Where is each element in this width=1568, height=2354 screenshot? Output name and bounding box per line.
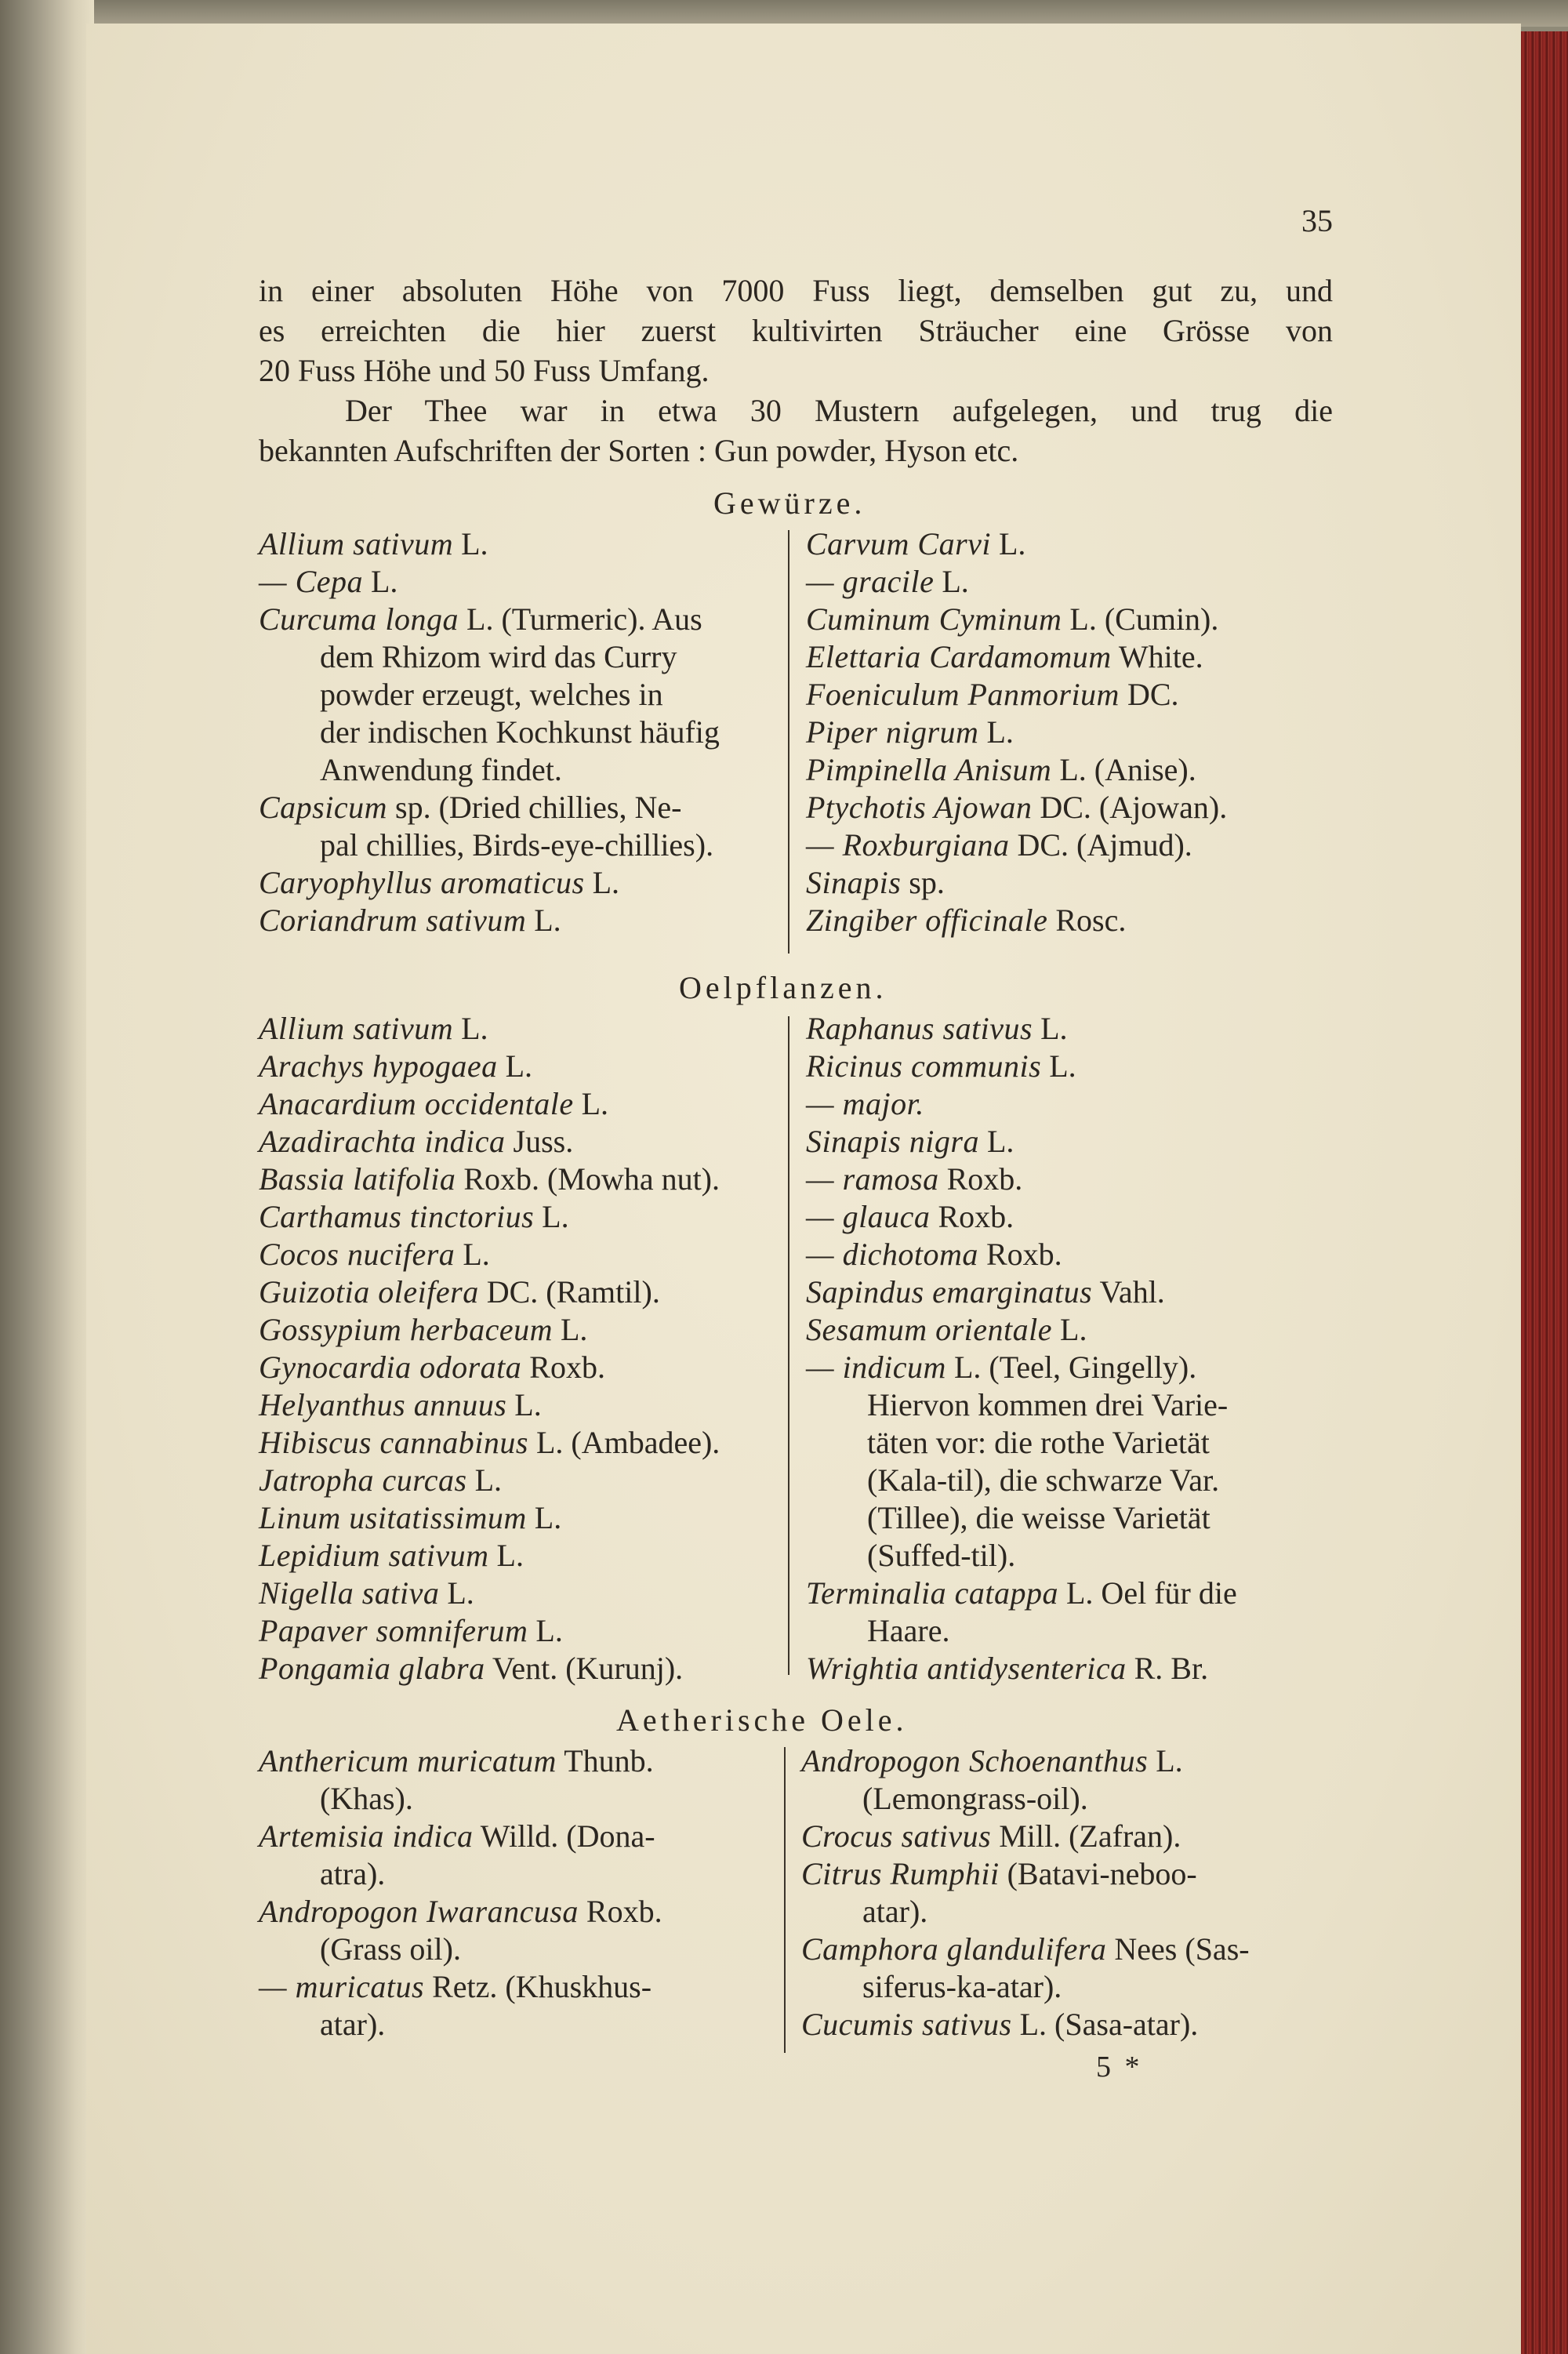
species-name: Terminalia catappa [806, 1575, 1058, 1611]
entry-detail: Willd. (Dona- [473, 1818, 655, 1854]
entry-detail: sp. (Dried chillies, Ne- [387, 790, 682, 825]
entry-detail: DC. (Ramtil). [478, 1274, 660, 1310]
species-name: Linum usitatissimum [259, 1500, 527, 1535]
species-name: Crocus sativus [801, 1818, 992, 1854]
plant-entry [801, 2006, 1342, 2043]
entry-detail: L. [534, 1199, 569, 1234]
entry-detail: L. (Teel, Gingelly). [946, 1350, 1197, 1385]
plant-entry [259, 1499, 792, 1537]
plant-entry [806, 826, 1339, 864]
species-name: Bassia latifolia [259, 1161, 456, 1197]
plant-entry [801, 1855, 1342, 1893]
plant-entry [259, 1048, 792, 1085]
entry-detail: (Tillee), die weisse Varietät [867, 1500, 1210, 1535]
species-name: Ricinus communis [806, 1048, 1042, 1084]
plant-entry [806, 1612, 1339, 1650]
book-gutter [0, 0, 94, 2354]
species-name: Papaver somniferum [259, 1613, 528, 1648]
species-name: Pimpinella Anisum [806, 752, 1052, 787]
plant-entry [806, 676, 1339, 714]
entry-detail: L. [978, 714, 1014, 750]
entry-detail: L. [553, 1312, 588, 1347]
plant-entry [259, 563, 776, 601]
intro-paragraph-1 [259, 271, 1333, 391]
entry-detail: L. [1052, 1312, 1087, 1347]
species-name: Artemisia indica [259, 1818, 474, 1854]
entry-detail: L. [584, 865, 619, 900]
plant-entry [806, 1537, 1339, 1575]
species-name: Pongamia glabra [259, 1651, 485, 1686]
plant-entry [259, 1893, 792, 1931]
oelpflanzen-left-column [259, 1010, 792, 1687]
species-name: — gracile [806, 564, 935, 599]
entry-detail: L. [528, 1613, 563, 1648]
plant-entry [259, 638, 776, 676]
species-name: Allium sativum [259, 526, 454, 561]
plant-entry [806, 1273, 1339, 1311]
plant-entry [259, 864, 776, 902]
species-name: Piper nigrum [806, 714, 979, 750]
plant-entry [801, 1893, 1342, 1931]
species-name: Gossypium herbaceum [259, 1312, 553, 1347]
plant-entry [259, 1424, 792, 1462]
species-name: Raphanus sativus [806, 1011, 1033, 1046]
entry-detail: siferus-ka-atar). [862, 1969, 1062, 2004]
entry-detail: Anwendung findet. [320, 752, 562, 787]
text-line: es erreichten die hier zuerst kultivirten Sträucher eine Grösse von [259, 313, 1333, 348]
plant-entry [259, 751, 776, 789]
species-name: Hibiscus cannabinus [259, 1425, 528, 1460]
column-divider [788, 1016, 789, 1675]
entry-detail: täten vor: die rothe Varietät [867, 1425, 1210, 1460]
entry-detail: DC. [1119, 677, 1179, 712]
section-heading-gewuerze: Gewürze. [713, 485, 866, 521]
plant-entry [806, 1198, 1339, 1236]
plant-entry [259, 1462, 792, 1499]
plant-entry [806, 1349, 1339, 1386]
species-name: Guizotia oleifera [259, 1274, 479, 1310]
plant-entry [801, 1968, 1342, 2006]
entry-detail: der indischen Kochkunst häufig [320, 714, 720, 750]
aetherische-oele-right-column [801, 1742, 1342, 2043]
plant-entry [801, 1780, 1342, 1818]
plant-entry [806, 1462, 1339, 1499]
entry-detail: L. (Ambadee). [528, 1425, 720, 1460]
species-name: — dichotoma [806, 1237, 978, 1272]
species-name: — indicum [806, 1350, 946, 1385]
species-name: — muricatus [259, 1969, 425, 2004]
book-binding-top [0, 0, 1568, 27]
entry-detail: (Grass oil). [320, 1931, 461, 1967]
plant-entry [259, 714, 776, 751]
entry-detail: Roxb. [930, 1199, 1014, 1234]
plant-entry [801, 1818, 1342, 1855]
species-name: Jatropha curcas [259, 1462, 467, 1498]
species-name: Sesamum orientale [806, 1312, 1053, 1347]
entry-detail: Vent. (Kurunj). [485, 1651, 684, 1686]
plant-entry [259, 1742, 792, 1780]
plant-entry [259, 1010, 792, 1048]
entry-detail: L. [526, 903, 561, 938]
page-number: 35 [1301, 203, 1333, 238]
entry-detail: Rosc. [1047, 903, 1127, 938]
plant-entry [259, 601, 776, 638]
plant-entry [259, 1650, 792, 1687]
column-divider [784, 1747, 786, 2053]
entry-detail: L. [1033, 1011, 1068, 1046]
entry-detail: Thunb. [556, 1743, 654, 1778]
entry-detail: L. (Turmeric). Aus [459, 601, 702, 637]
entry-detail: L. [1148, 1743, 1183, 1778]
entry-detail: Juss. [505, 1124, 574, 1159]
species-name: — glauca [806, 1199, 931, 1234]
species-name: — ramosa [806, 1161, 939, 1197]
species-name: Ptychotis Ajowan [806, 790, 1033, 825]
entry-detail: Roxb. [938, 1161, 1023, 1197]
plant-entry [259, 826, 776, 864]
plant-entry [806, 1499, 1339, 1537]
species-name: Andropogon Iwarancusa [259, 1894, 579, 1929]
entry-detail: Roxb. [978, 1237, 1062, 1272]
species-name: Carvum Carvi [806, 526, 991, 561]
entry-detail: L. [526, 1500, 562, 1535]
species-name: Anacardium occidentale [259, 1086, 574, 1121]
plant-entry [259, 1085, 792, 1123]
entry-detail: L. [506, 1387, 542, 1422]
entry-detail: R. Br. [1126, 1651, 1209, 1686]
entry-detail: DC. (Ajmud). [1009, 827, 1192, 863]
plant-entry [806, 1010, 1339, 1048]
entry-detail: Nees (Sas- [1106, 1931, 1250, 1967]
entry-detail: Hiervon kommen drei Varie- [867, 1387, 1229, 1422]
plant-entry [806, 1123, 1339, 1161]
entry-detail: DC. (Ajowan). [1032, 790, 1228, 825]
plant-entry [259, 902, 776, 939]
species-name: Azadirachta indica [259, 1124, 506, 1159]
text-line: in einer absoluten Höhe von 7000 Fuss liegt, demselben gut zu, und [259, 273, 1333, 308]
species-name: Cucumis sativus [801, 2007, 1012, 2042]
species-name: — Roxburgiana [806, 827, 1010, 863]
text-line: 20 Fuss Höhe und 50 Fuss Umfang. [259, 353, 710, 388]
entry-detail: L. [466, 1462, 503, 1498]
plant-entry [259, 1780, 792, 1818]
entry-detail: L. [488, 1538, 524, 1573]
species-name: Allium sativum [259, 1011, 454, 1046]
plant-entry [259, 1349, 792, 1386]
species-name: Wrightia antidysenterica [806, 1651, 1127, 1686]
species-name: Capsicum [259, 790, 387, 825]
species-name: Coriandrum sativum [259, 903, 527, 938]
entry-detail: (Lemongrass-oil). [862, 1781, 1088, 1816]
entry-detail: (Kala-til), die schwarze Var. [867, 1462, 1220, 1498]
entry-detail: L. [573, 1086, 609, 1121]
plant-entry [806, 638, 1339, 676]
text-line: Der Thee war in etwa 30 Mustern aufgelegen, und trug die [345, 393, 1333, 428]
plant-entry [259, 1386, 792, 1424]
entry-detail: (Batavi-neboo- [999, 1856, 1197, 1891]
plant-entry [806, 563, 1339, 601]
aetherische-oele-left-column [259, 1742, 792, 2043]
species-name: Gynocardia odorata [259, 1350, 522, 1385]
entry-detail: L. [455, 1237, 490, 1272]
species-name: Anthericum muricatum [259, 1743, 557, 1778]
species-name: Cocos nucifera [259, 1237, 456, 1272]
species-name: Arachys hypogaea [259, 1048, 498, 1084]
entry-detail: atra). [320, 1856, 386, 1891]
plant-entry [259, 1818, 792, 1855]
plant-entry [259, 1273, 792, 1311]
entry-detail: Retz. (Khuskhus- [424, 1969, 652, 2004]
plant-entry [806, 1575, 1339, 1612]
entry-detail: L. [453, 526, 488, 561]
entry-detail: L. (Anise). [1051, 752, 1196, 787]
entry-detail: powder erzeugt, welches in [320, 677, 663, 712]
entry-detail: L. [497, 1048, 533, 1084]
plant-entry [806, 601, 1339, 638]
species-name: Elettaria Cardamomum [806, 639, 1112, 674]
plant-entry [259, 1236, 792, 1273]
plant-entry [806, 1048, 1339, 1085]
plant-entry [806, 864, 1339, 902]
species-name: Andropogon Schoenanthus [801, 1743, 1149, 1778]
entry-detail: L. [363, 564, 398, 599]
species-name: Carthamus tinctorius [259, 1199, 535, 1234]
gewuerze-right-column [806, 525, 1339, 939]
plant-entry [259, 1311, 792, 1349]
entry-detail: (Suffed-til). [867, 1538, 1016, 1573]
entry-detail: Mill. (Zafran). [991, 1818, 1181, 1854]
species-name: Foeniculum Panmorium [806, 677, 1120, 712]
plant-entry [806, 525, 1339, 563]
entry-detail: dem Rhizom wird das Curry [320, 639, 677, 674]
gewuerze-left-column [259, 525, 776, 939]
entry-detail: L. [1041, 1048, 1076, 1084]
entry-detail: L. (Cumin). [1062, 601, 1219, 637]
plant-entry [259, 1537, 792, 1575]
plant-entry [801, 1931, 1342, 1968]
plant-entry [259, 1855, 792, 1893]
plant-entry [259, 676, 776, 714]
entry-detail: L. [991, 526, 1026, 561]
section-heading-aetherische-oele: Aetherische Oele. [616, 1702, 908, 1738]
plant-entry [259, 1161, 792, 1198]
plant-entry [801, 1742, 1342, 1780]
entry-detail: sp. [901, 865, 945, 900]
plant-entry [806, 1236, 1339, 1273]
species-name: — major. [806, 1086, 924, 1121]
plant-entry [806, 751, 1339, 789]
entry-detail: L. [453, 1011, 488, 1046]
plant-entry [806, 1085, 1339, 1123]
species-name: Nigella sativa [259, 1575, 440, 1611]
species-name: Lepidium sativum [259, 1538, 489, 1573]
plant-entry [806, 789, 1339, 826]
plant-entry [806, 1161, 1339, 1198]
oelpflanzen-right-column [806, 1010, 1339, 1687]
plant-entry [806, 1311, 1339, 1349]
plant-entry [259, 2006, 792, 2043]
plant-entry [259, 1931, 792, 1968]
intro-paragraph-2 [259, 391, 1333, 470]
plant-entry [259, 1612, 792, 1650]
species-name: Camphora glandulifera [801, 1931, 1107, 1967]
plant-entry [806, 1650, 1339, 1687]
entry-detail: Roxb. [578, 1894, 662, 1929]
entry-detail: Roxb. (Mowha nut). [456, 1161, 720, 1197]
entry-detail: pal chillies, Birds-eye-chillies). [320, 827, 714, 863]
entry-detail: (Khas). [320, 1781, 413, 1816]
species-name: Zingiber officinale [806, 903, 1048, 938]
text-line: bekannten Aufschriften der Sorten : Gun powder, Hyson etc. [259, 433, 1019, 468]
plant-entry [259, 1575, 792, 1612]
entry-detail: L. [439, 1575, 474, 1611]
plant-entry [259, 1968, 792, 2006]
entry-detail: Roxb. [521, 1350, 605, 1385]
plant-entry [259, 1123, 792, 1161]
page-edges-red [1521, 31, 1568, 2354]
entry-detail: L. Oel für die [1058, 1575, 1237, 1611]
section-heading-oelpflanzen: Oelpflanzen. [679, 970, 887, 1005]
entry-detail: Vahl. [1092, 1274, 1165, 1310]
signature-mark: 5 * [1096, 2051, 1143, 2083]
plant-entry [806, 902, 1339, 939]
species-name: Cuminum Cyminum [806, 601, 1062, 637]
species-name: Helyanthus annuus [259, 1387, 507, 1422]
entry-detail: L. [934, 564, 969, 599]
plant-entry [259, 1198, 792, 1236]
species-name: Sinapis nigra [806, 1124, 979, 1159]
plant-entry [806, 714, 1339, 751]
species-name: Curcuma longa [259, 601, 459, 637]
plant-entry [806, 1386, 1339, 1424]
species-name: Sinapis [806, 865, 902, 900]
entry-detail: White. [1111, 639, 1203, 674]
entry-detail: atar). [320, 2007, 386, 2042]
species-name: Citrus Rumphii [801, 1856, 1000, 1891]
plant-entry [806, 1424, 1339, 1462]
plant-entry [259, 525, 776, 563]
species-name: Caryophyllus aromaticus [259, 865, 585, 900]
plant-entry [259, 789, 776, 826]
entry-detail: L. [978, 1124, 1014, 1159]
column-divider [788, 530, 789, 954]
entry-detail: L. (Sasa-atar). [1011, 2007, 1199, 2042]
entry-detail: Haare. [867, 1613, 950, 1648]
entry-detail: atar). [862, 1894, 928, 1929]
species-name: — Cepa [259, 564, 363, 599]
species-name: Sapindus emarginatus [806, 1274, 1093, 1310]
